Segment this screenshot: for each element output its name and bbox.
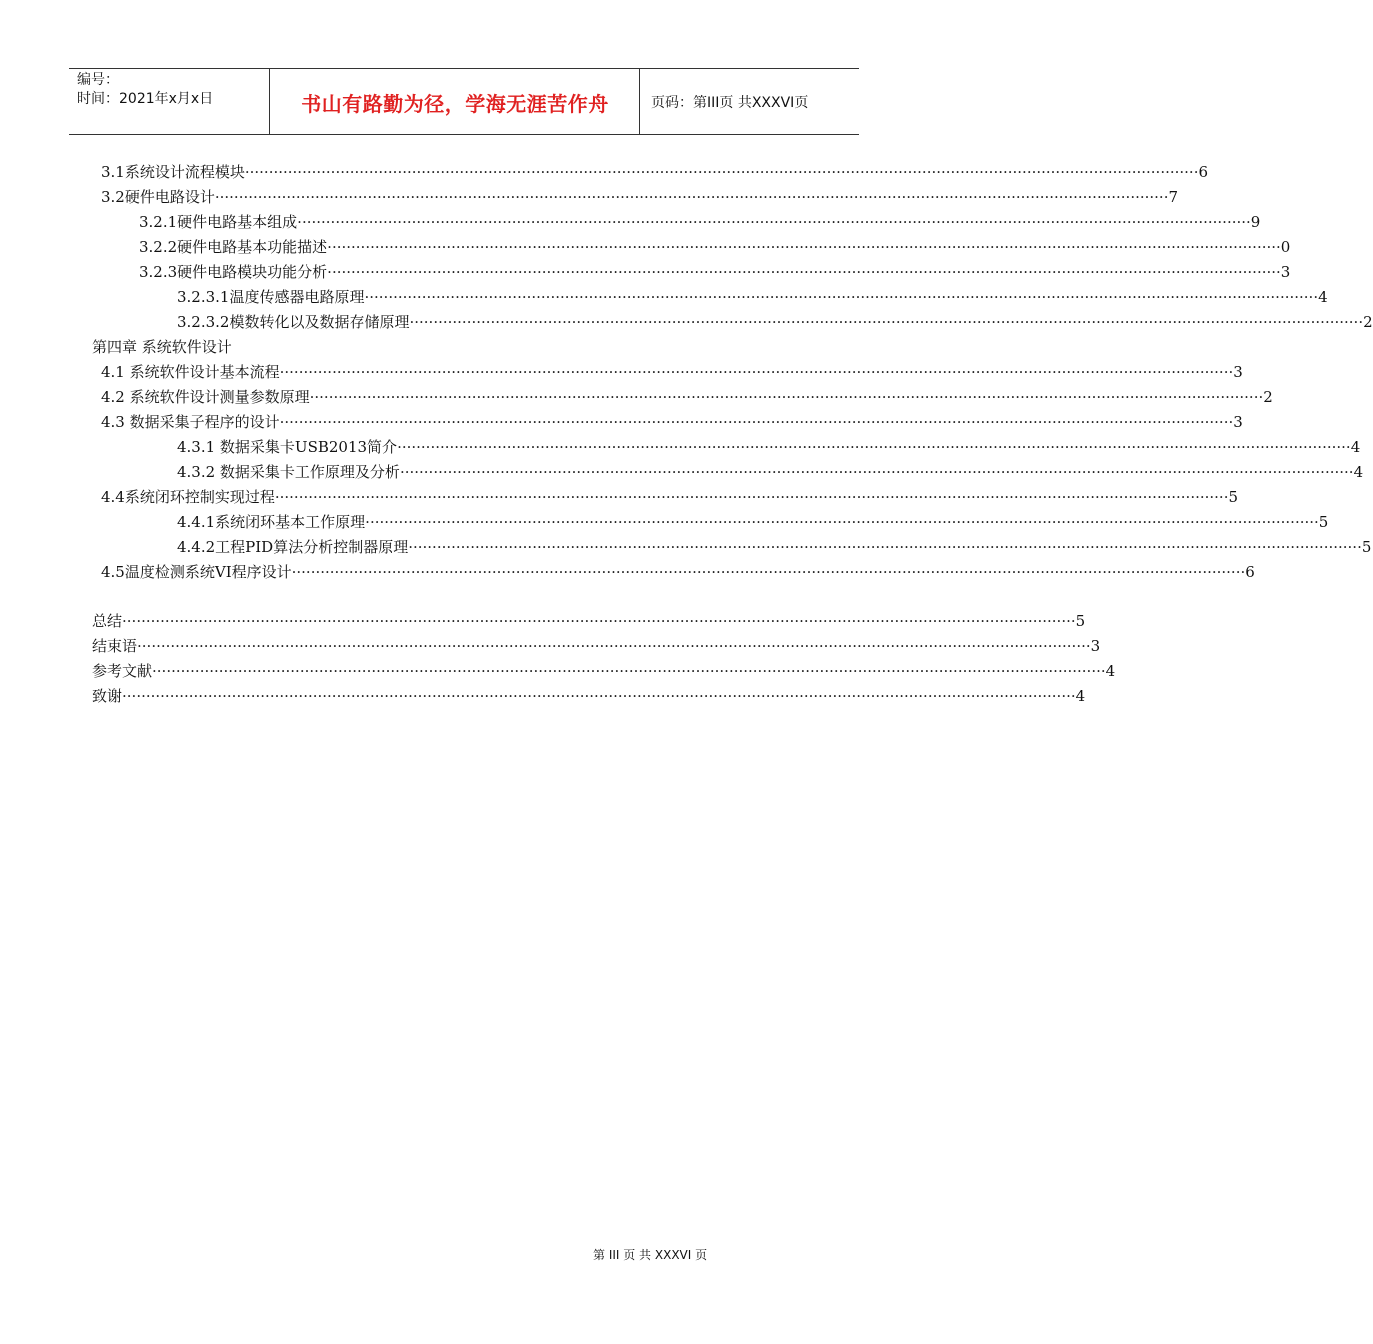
toc-dot-leader: ········································································································································································································ <box>365 513 1319 531</box>
toc-entry-title: 3.2.3.2模数转化以及数据存储原理 <box>177 313 410 331</box>
toc-entry-page: 4 <box>1318 288 1328 306</box>
toc-entry[interactable] <box>92 634 1101 659</box>
toc-entry[interactable] <box>177 435 1361 460</box>
toc-entry[interactable] <box>101 185 1179 210</box>
toc-dot-leader: ········································································································································································································ <box>279 363 1234 381</box>
header-motto: 书山有路勤为径，学海无涯苦作舟 <box>301 91 609 116</box>
toc-dot-leader: ········································································································································································································ <box>152 662 1106 680</box>
toc-entry-page: 5 <box>1318 513 1329 531</box>
toc-entry-title: 3.1系统设计流程模块 <box>101 163 245 181</box>
toc-entry-title: 4.3.1 数据采集卡USB2013简介 <box>177 438 398 456</box>
toc-dot-leader: ········································································································································································································ <box>279 413 1234 431</box>
toc-entry[interactable] <box>101 560 1255 585</box>
toc-dot-leader: ········································································································································································································ <box>327 263 1281 281</box>
toc-entry[interactable] <box>177 310 1373 335</box>
toc-entry-title: 4.3.2 数据采集卡工作原理及分析 <box>177 463 400 481</box>
toc-entry[interactable] <box>139 235 1291 260</box>
toc-dot-leader: ········································································································································································································ <box>122 612 1076 630</box>
toc-entry-page: 3 <box>1090 637 1101 655</box>
toc-entry-page: 5 <box>1075 612 1086 630</box>
toc-entry-title: 4.4.1系统闭环基本工作原理 <box>177 513 366 531</box>
toc-entry-title: 3.2.3.1温度传感器电路原理 <box>177 288 365 306</box>
toc-entry-page: 6 <box>1198 163 1209 181</box>
toc-entry-page: 5 <box>1228 488 1239 506</box>
toc-dot-leader: ········································································································································································································ <box>327 238 1281 256</box>
toc-dot-leader: ········································································································································································································ <box>397 438 1351 456</box>
toc-dot-leader: ········································································································································································································ <box>137 637 1091 655</box>
toc-entry-title: 3.2.3硬件电路模块功能分析 <box>139 263 328 281</box>
toc-entry-page: 5 <box>1361 538 1372 556</box>
toc-entry[interactable] <box>139 260 1291 285</box>
toc-entry-page: 3 <box>1280 263 1291 281</box>
header-page-info: 页码：第III页 共XXXVI页 <box>651 95 809 111</box>
toc-entry[interactable] <box>101 360 1243 385</box>
toc-dot-leader: ········································································································································································································ <box>399 463 1354 481</box>
toc-entry-title: 参考文献 <box>92 662 153 680</box>
toc-entry-page: 3 <box>1233 413 1243 431</box>
toc-entry-page: 2 <box>1263 388 1273 406</box>
toc-entry[interactable] <box>92 659 1116 684</box>
toc-entry[interactable] <box>177 460 1364 485</box>
toc-entry-page: 4 <box>1075 687 1086 705</box>
toc-entry[interactable] <box>92 684 1086 709</box>
toc-entry-page: 6 <box>1245 563 1255 581</box>
toc-entry-title: 总结 <box>92 612 123 630</box>
toc-entry-title: 4.4.2工程PID算法分析控制器原理 <box>177 538 409 556</box>
toc-dot-leader: ········································································································································································································ <box>297 213 1251 231</box>
toc-dot-leader: ········································································································································································································ <box>364 288 1319 306</box>
toc-dot-leader: ········································································································································································································ <box>309 388 1264 406</box>
toc-dot-leader: ········································································································································································································ <box>122 687 1076 705</box>
header-meta <box>77 71 269 109</box>
toc-entry-title: 4.5温度检测系统VI程序设计 <box>101 563 292 581</box>
toc-dot-leader: ········································································································································································································ <box>244 163 1199 181</box>
toc-entry[interactable] <box>101 385 1273 410</box>
toc-entry[interactable] <box>101 160 1209 185</box>
header-divider-right <box>639 69 640 135</box>
toc-entry-title: 4.4系统闭环控制实现过程 <box>101 488 275 506</box>
toc-entry[interactable] <box>101 410 1243 435</box>
toc-entry[interactable] <box>177 535 1372 560</box>
toc-entry-page: 4 <box>1350 438 1361 456</box>
toc-dot-leader: ········································································································································································································ <box>274 488 1229 506</box>
toc-dot-leader: ········································································································································································································ <box>409 313 1364 331</box>
toc-dot-leader: ········································································································································································································ <box>214 188 1169 206</box>
toc-entry[interactable] <box>139 210 1261 235</box>
document-time-label: 时间：2021年x月x日 <box>77 91 214 107</box>
toc-entry-page: 0 <box>1280 238 1291 256</box>
toc-entry-page: 4 <box>1105 662 1116 680</box>
toc-entry-page: 9 <box>1250 213 1261 231</box>
page-header <box>69 68 859 135</box>
toc-entry-title: 3.2.2硬件电路基本功能描述 <box>139 238 328 256</box>
toc-entry-title: 3.2.1硬件电路基本组成 <box>139 213 298 231</box>
toc-entry-title: 3.2硬件电路设计 <box>101 188 215 206</box>
toc-entry[interactable] <box>177 285 1328 310</box>
toc-entry-title: 第四章 系统软件设计 <box>92 338 232 356</box>
toc-entry-page: 3 <box>1233 363 1243 381</box>
toc-entry[interactable] <box>177 510 1329 535</box>
toc-entry-page: 2 <box>1363 313 1373 331</box>
document-number-label: 编号： <box>77 72 119 88</box>
toc-entry-page: 7 <box>1168 188 1179 206</box>
toc-entry[interactable] <box>92 609 1086 634</box>
toc-dot-leader: ········································································································································································································ <box>291 563 1246 581</box>
toc-entry-page: 4 <box>1353 463 1364 481</box>
page-footer: 第 III 页 共 XXXVI 页 <box>593 1248 708 1262</box>
toc-entry-title: 4.1 系统软件设计基本流程 <box>101 363 280 381</box>
toc-entry-title: 结束语 <box>92 637 138 655</box>
toc-entry[interactable] <box>101 485 1239 510</box>
toc-entry-title: 致谢 <box>92 687 123 705</box>
header-divider-left <box>269 69 270 135</box>
toc-entry[interactable] <box>92 335 768 360</box>
toc-entry-title: 4.3 数据采集子程序的设计 <box>101 413 280 431</box>
toc-entry-title: 4.2 系统软件设计测量参数原理 <box>101 388 310 406</box>
toc-dot-leader: ········································································································································································································ <box>408 538 1362 556</box>
